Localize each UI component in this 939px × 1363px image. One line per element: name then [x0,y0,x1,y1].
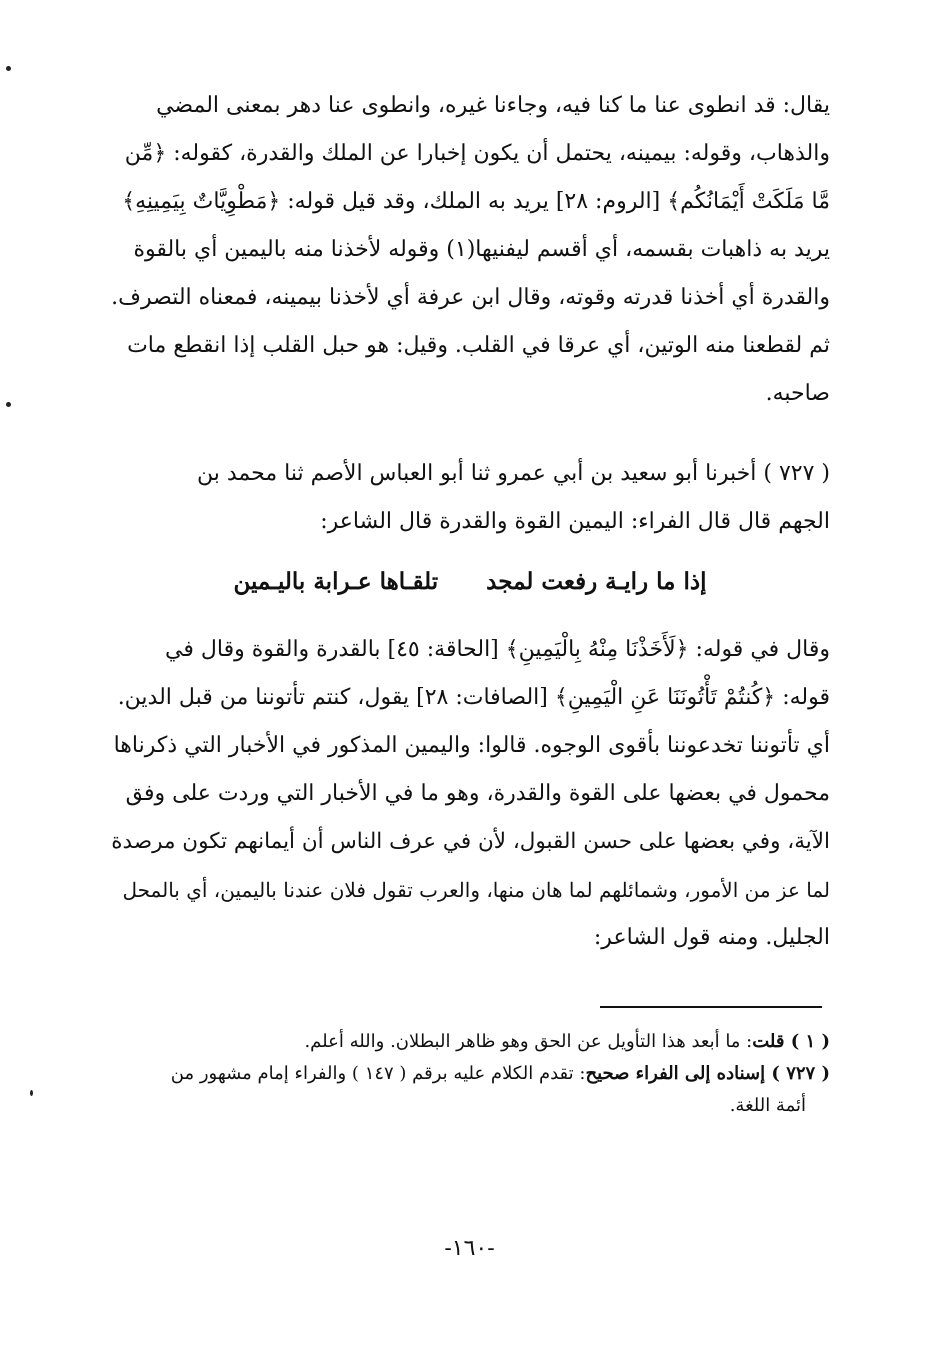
footnote-1-heading: ( ١ ) قلت [752,1031,830,1052]
poetry-verse [110,560,830,604]
text-line: يريد به ذاهبات بقسمه، أي أقسم ليفنيها(١) وقوله لأخذنا منه باليمين أي بالقوة [133,237,830,262]
text-line: قوله: ﴿كُنتُمْ تَأْتُونَنَا عَنِ الْيَمِينِ﴾ [الصافات: ٢٨] يقول، كنتم تأتوننا من قبل الدين. [117,685,830,710]
text-line: وقال في قوله: ﴿لَأَخَذْنَا مِنْهُ بِالْيَمِينِ﴾ [الحاقة: ٤٥] بالقدرة والقوة وقال في [165,637,830,662]
text-line: الجهم قال قال الفراء: اليمين القوة والقدرة قال الشاعر: [320,509,830,534]
paragraph-explanation [110,626,830,962]
text-line: محمول في بعضها على القوة والقدرة، وهو ما في الأخبار التي وردت على وفق [125,781,830,806]
text-line: الجليل. ومنه قول الشاعر: [593,925,830,950]
verse-first-hemistich: إذا ما رايـة رفعت لمجد [486,568,707,595]
footnote-727-heading: ( ٧٢٧ ) إسناده إلى الفراء صحيح [585,1063,830,1084]
text-line: ( ٧٢٧ ) أخبرنا أبو سعيد بن أبي عمرو ثنا أبو العباس الأصم ثنا محمد بن [197,461,830,486]
footnote-1-text: : ما أبعد هذا التأويل عن الحق وهو ظاهر البطلان. والله أعلم. [304,1031,753,1052]
footnote-727-continuation: أئمة اللغة. [729,1095,806,1116]
text-line: والذهاب، وقوله: بيمينه، يحتمل أن يكون إخبارا عن الملك والقدرة، كقوله: ﴿مِّن [124,141,830,166]
scan-speck [6,66,11,71]
paragraph-narration-727 [110,450,830,546]
footnote-1 [110,1026,830,1058]
scan-speck [6,402,11,407]
footnote-separator [600,1006,822,1008]
text-line: والقدرة أي أخذنا قدرته وقوته، وقال ابن عرفة أي لأخذنا بيمينه، فمعناه التصرف. [111,285,830,310]
footnote-727-text: : تقدم الكلام عليه برقم ( ١٤٧ ) والفراء إمام مشهور من [170,1063,586,1084]
scan-speck [30,1090,33,1096]
paragraph-commentary [110,82,830,418]
text-line: لما عز من الأمور، وشمائلهم لما هان منها، والعرب تقول فلان عندنا باليمين، أي بالمحل [122,878,830,902]
footnotes [110,1026,830,1122]
verse-second-hemistich: تلقـاها عـرابة باليـمين [233,568,439,595]
text-line: صاحبه. [765,381,830,406]
text-line: ثم لقطعنا منه الوتين، أي عرقا في القلب. وقيل: هو حبل القلب إذا انقطع مات [127,333,830,358]
page-number: -١٦٠- [444,1236,495,1261]
text-line: يقال: قد انطوى عنا ما كنا فيه، وجاءنا غيره، وانطوى عنا دهر بمعنى المضي [156,93,830,118]
text-line: أي تأتوننا تخدعوننا بأقوى الوجوه. قالوا: واليمين المذكور في الأخبار التي ذكرناها [113,733,830,758]
text-line: مَّا مَلَكَتْ أَيْمَانُكُم﴾ [الروم: ٢٨] يريد به الملك، وقد قيل قوله: ﴿مَطْوِيَّاتٌ بِيَمِينِهِ﴾ [122,189,830,214]
footnote-727 [110,1058,830,1090]
text-line: الآية، وفي بعضها على حسن القبول، لأن في عرف الناس أن أيمانهم تكون مرصدة [111,829,830,854]
